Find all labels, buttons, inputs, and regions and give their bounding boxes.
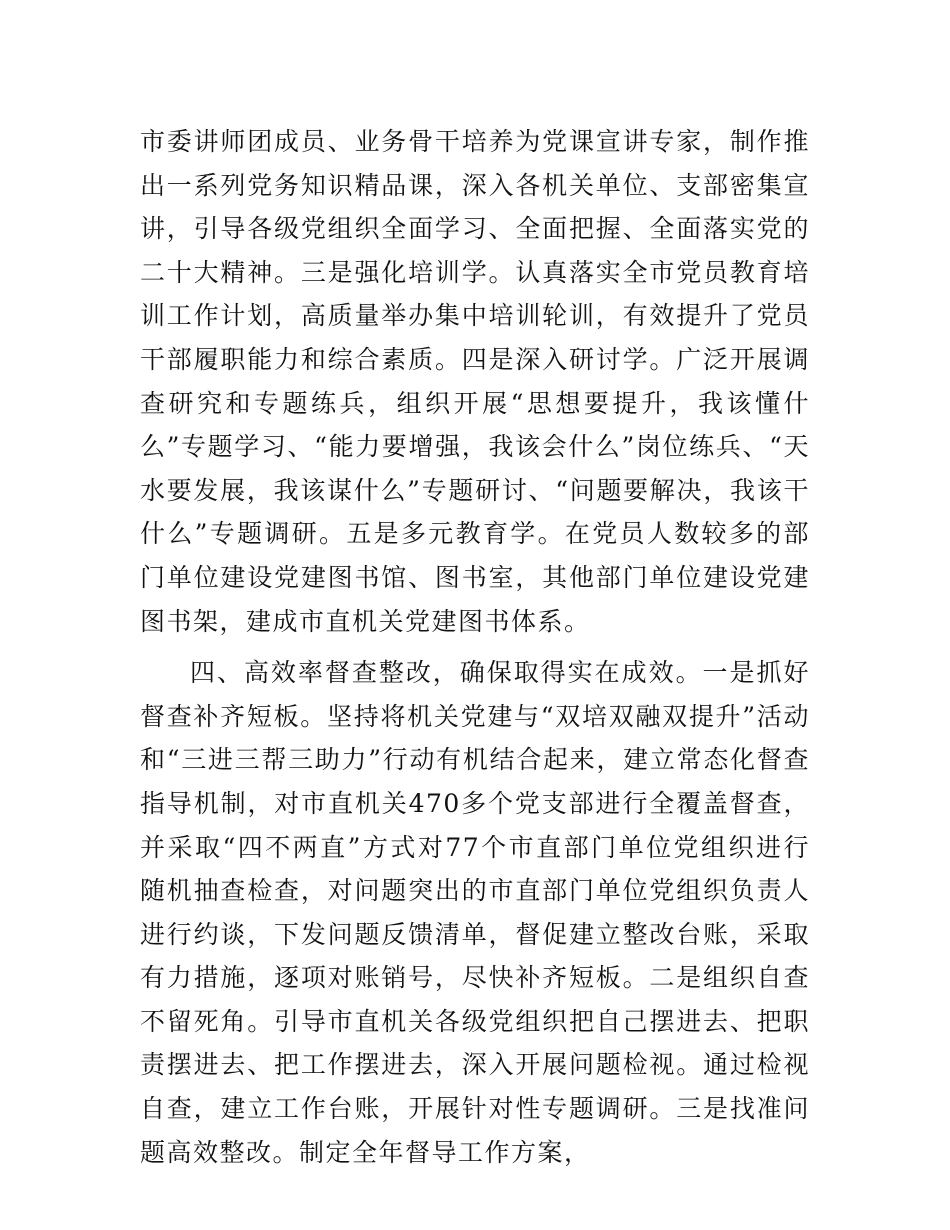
paragraph-section-four: 四、高效率督查整改，确保取得实在成效。一是抓好督查补齐短板。坚持将机关党建与“双培双融双提升”活动和“三进三帮三助力”行动有机结合起来，建立常态化督查指导机制，对市直机关470多个党支部进行全覆盖督查，并采取“四不两直”方式对77个市直部门单位党组织进行随机抽查检查，对问题突出的市直部门单位党组织负责人进行约谈，下发问题反馈清单，督促建立整改台账，采取有力措施，逐项对账销号，尽快补齐短板。二是组织自查不留死角。引导市直机关各级党组织把自己摆进去、把职责摆进去、把工作摆进去，深入开展问题检视。通过检视自查，建立工作台账，开展针对性专题调研。三是找准问题高效整改。制定全年督导工作方案， bbox=[140, 658, 810, 1167]
paragraph-continuation: 市委讲师团成员、业务骨干培养为党课宣讲专家，制作推出一系列党务知识精品课，深入各机关单位、支部密集宣讲，引导各级党组织全面学习、全面把握、全面落实党的二十大精神。三是强化培训学。认真落实全市党员教育培训工作计划，高质量举办集中培训轮训，有效提升了党员干部履职能力和综合素质。四是深入研讨学。广泛开展调查研究和专题练兵，组织开展“思想要提升，我该懂什么”专题学习、“能力要增强，我该会什么”岗位练兵、“天水要发展，我该谋什么”专题研讨、“问题要解决，我该干什么”专题调研。五是多元教育学。在党员人数较多的部门单位建设党建图书馆、图书室，其他部门单位建设党建图书架，建成市直机关党建图书体系。 bbox=[140, 127, 810, 636]
document-body bbox=[140, 120, 810, 1174]
